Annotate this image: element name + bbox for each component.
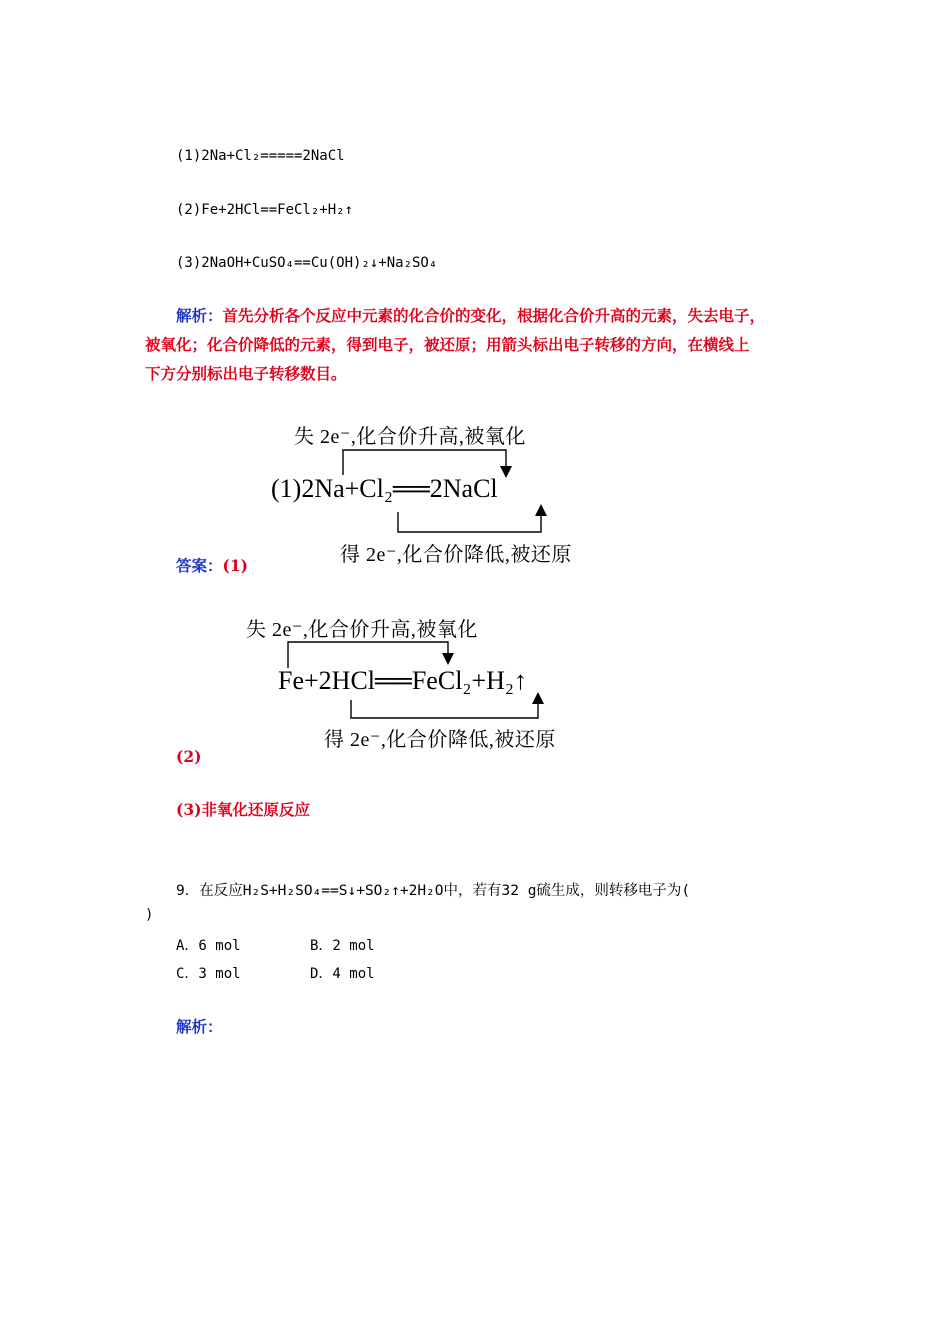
analysis-line-1: 解析：首先分析各个反应中元素的化合价的变化，根据化合价升高的元素，失去电子， xyxy=(176,306,766,325)
option-c: C．3 mol xyxy=(176,966,241,982)
answer-part-2: (2) xyxy=(176,747,202,766)
diagram-1-equation: (1)2Na+Cl₂══2NaCl xyxy=(271,474,498,503)
analysis-line-2: 被氧化；化合价降低的元素，得到电子，被还原；用箭头标出电子转移的方向，在横线上 xyxy=(145,335,750,354)
answer-label: 答案： xyxy=(176,556,223,575)
diagram-1-bottom-label: 得 2e⁻,化合价降低,被还原 xyxy=(340,544,572,566)
answer-part-3: (3)非氧化还原反应 xyxy=(176,800,310,819)
diagram-1-top-label: 失 2e⁻,化合价升高,被氧化 xyxy=(294,426,526,448)
diagram-2-bottom-label: 得 2e⁻,化合价降低,被还原 xyxy=(324,729,556,751)
diagram-2-equation: Fe+2HCl══FeCl₂+H₂↑ xyxy=(278,666,527,695)
option-d: D．4 mol xyxy=(310,966,375,982)
option-a: A．6 mol xyxy=(176,938,241,954)
analysis-label: 解析： xyxy=(176,306,223,325)
equation-3: (3)2NaOH+CuSO₄==Cu(OH)₂↓+Na₂SO₄ xyxy=(176,255,438,271)
equation-2: (2)Fe+2HCl==FeCl₂+H₂↑ xyxy=(176,202,354,218)
analysis-line-3: 下方分别标出电子转移数目。 xyxy=(145,364,347,383)
diagram-2-top-label: 失 2e⁻,化合价升高,被氧化 xyxy=(246,619,478,641)
answer-line-1: 答案：(1) xyxy=(176,556,248,575)
question-9-stem-end: ) xyxy=(145,907,154,923)
question-9-stem: 9．在反应H₂S+H₂SO₄==S↓+SO₂↑+2H₂O中，若有32 g硫生成，则转移电子为( xyxy=(176,883,691,899)
option-b: B．2 mol xyxy=(310,938,375,954)
equation-1: (1)2Na+Cl₂=====2NaCl xyxy=(176,148,345,164)
analysis-2-label: 解析： xyxy=(176,1017,223,1036)
